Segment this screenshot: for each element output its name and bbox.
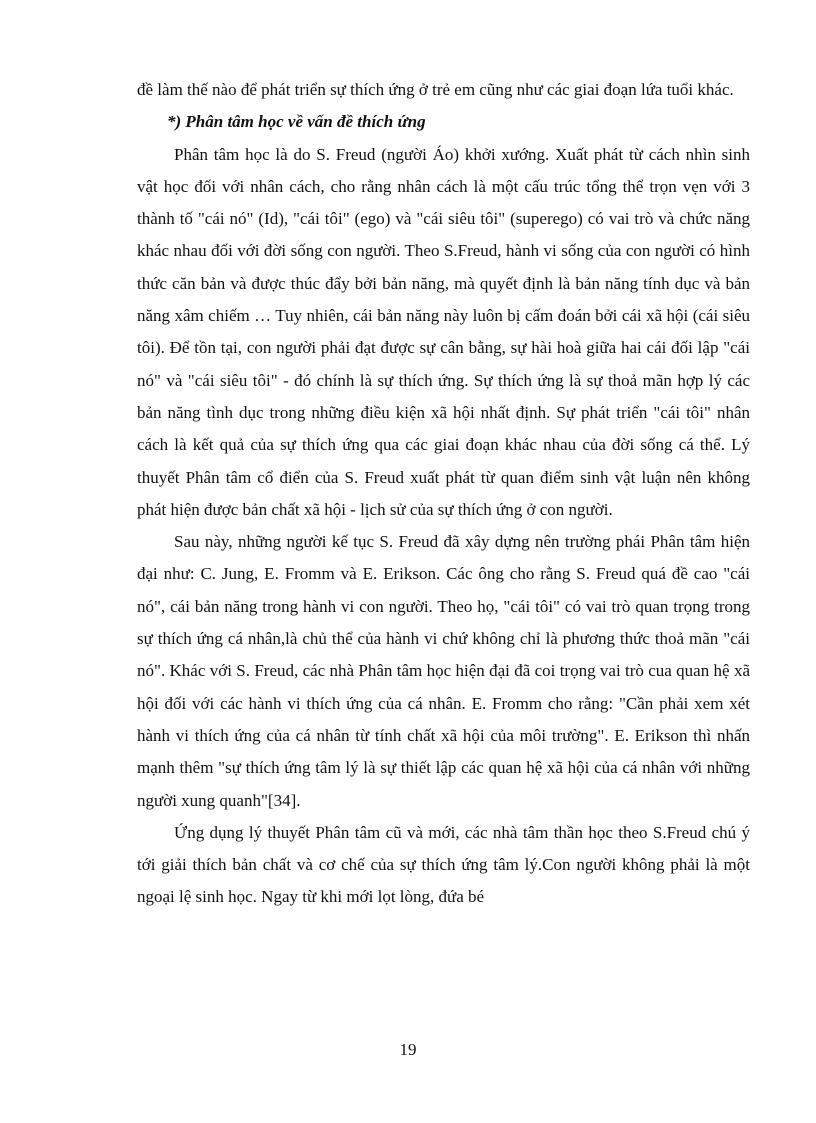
paragraph-freud-theory: Phân tâm học là do S. Freud (người Áo) khởi xướng. Xuất phát từ cách nhìn sinh vật học đối với nhân cách, cho rằng nhân cách là một cấu trúc tổng thể trọn vẹn với 3 thành tố "cái nó" (Id), "cái tôi" (ego) và "cái siêu tôi" (superego) có vai trò và chức năng khác nhau đối với đời sống con người. Theo S.Freud, hành vi sống của con người có hình thức căn bản và được thúc đẩy bởi bản năng, mà quyết định là bản năng tính dục và bản năng xâm chiếm … Tuy nhiên, cái bản năng này luôn bị cấm đoán bởi cái xã hội (cái siêu tôi). Để tồn tại, con người phải đạt được sự cân bằng, sự hài hoà giữa hai cái đối lập "cái nó" và "cái siêu tôi" - đó chính là sự thích ứng. Sự thích ứng là sự thoả mãn hợp lý các bản năng tình dục trong những điều kiện xã hội nhất định. Sự phát triển "cái tôi" nhân cách là kết quả của sự thích ứng qua các giai đoạn khác nhau của đời sống cá thể. Lý thuyết Phân tâm cổ điển của S. Freud xuất phát từ quan điểm sinh vật luận nên không phát hiện được bản chất xã hội - lịch sử của sự thích ứng ở con người. <box>137 144 750 519</box>
paragraph-continuation: đề làm thế nào để phát triển sự thích ứng ở trẻ em cũng như các giai đoạn lứa tuổi khác. <box>137 80 734 99</box>
page-number: 19 <box>399 1040 417 1059</box>
document-body <box>137 74 750 914</box>
paragraph-modern-psychoanalysis: Sau này, những người kế tục S. Freud đã xây dựng nên trường phái Phân tâm hiện đại như: C. Jung, E. Fromm và E. Erikson. Các ông cho rằng S. Freud quá đề cao "cái nó", cái bản năng trong hành vi con người. Theo họ, "cái tôi" có vai trò quan trọng trong sự thích ứng cá nhân,là chủ thể của hành vi chứ không chỉ là phương thức thoả mãn "cái nó". Khác với S. Freud, các nhà Phân tâm học hiện đại đã coi trọng vai trò cua quan hệ xã hội đối với các hành vi thích ứng của cá nhân. E. Fromm cho rằng: "Cần phải xem xét hành vi thích ứng của cá nhân từ tính chất xã hội của môi trường". E. Erikson thì nhấn mạnh thêm "sự thích ứng tâm lý là sự thiết lập các quan hệ xã hội của cá nhân với những người xung quanh"[34]. <box>137 532 750 810</box>
paragraph-application: Ứng dụng lý thuyết Phân tâm cũ và mới, các nhà tâm thần học theo S.Freud chú ý tới giải thích bản chất và cơ chế của sự thích ứng tâm lý.Con người không phải là một ngoại lệ sinh học. Ngay từ khi mới lọt lòng, đứa bé <box>137 822 750 907</box>
section-heading: *) Phân tâm học về vấn đề thích ứng <box>167 112 426 132</box>
